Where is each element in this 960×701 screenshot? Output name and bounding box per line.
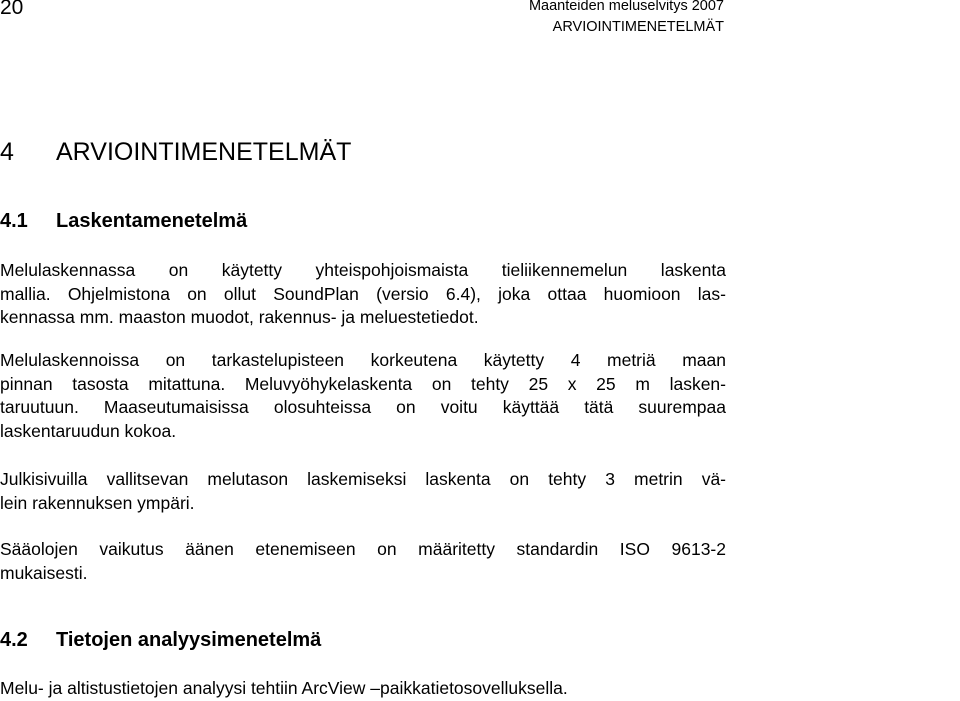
paragraph-calculation-height [0, 349, 726, 443]
section-number: 4.1 [0, 210, 28, 232]
paragraph-line: pinnan tasosta mitattuna. Meluvyöhykelaskenta on tehty 25 x 25 m lasken- [0, 373, 726, 394]
paragraph-line: taruutuun. Maaseutumaisissa olosuhteissa on voitu käyttää tätä suurempaa [0, 397, 726, 418]
paragraph-line: Julkisivuilla vallitsevan melutason laskemiseksi laskenta on tehty 3 metrin vä- [0, 469, 726, 489]
section-title: Tietojen analyysimenetelmä [56, 629, 322, 651]
chapter-number: 4 [0, 138, 14, 166]
paragraph-line: Melulaskennassa on käytetty yhteispohjoismaista tieliikennemelun laskenta [0, 260, 726, 280]
paragraph-line: mallia. Ohjelmistona on ollut SoundPlan (versio 6.4), joka ottaa huomioon las- [0, 283, 726, 304]
section-heading-4-2 [0, 629, 321, 652]
paragraph-weather-effect [0, 538, 726, 585]
paragraph-analysis-method [0, 677, 726, 701]
paragraph-line: laskentaruudun kokoa. [0, 420, 177, 441]
paragraph-calculation-model [0, 259, 726, 330]
paragraph-line: Sääolojen vaikutus äänen etenemiseen on määritetty standardin ISO 9613-2 [0, 539, 726, 559]
paragraph-line: Melu- ja altistustietojen analyysi tehtiin ArcView –paikkatietosovelluksella. [0, 678, 568, 698]
running-header-title: Maanteiden meluselvitys 2007 [528, 0, 724, 14]
paragraph-line: lein rakennuksen ympäri. [0, 492, 195, 513]
section-title: Laskentamenetelmä [56, 210, 248, 232]
chapter-title: ARVIOINTIMENETELMÄT [56, 138, 352, 166]
paragraph-line: kennassa mm. maaston muodot, rakennus- ja meluestetiedot. [0, 307, 479, 328]
running-header-chapter: ARVIOINTIMENETELMÄT [552, 19, 724, 35]
paragraph-line: mukaisesti. [0, 562, 88, 583]
running-header [529, 0, 724, 38]
section-number: 4.2 [0, 629, 28, 651]
section-heading-4-1 [0, 210, 247, 233]
page-number: 20 [0, 0, 24, 19]
paragraph-line: Melulaskennoissa on tarkastelupisteen korkeutena käytetty 4 metriä maan [0, 350, 726, 370]
paragraph-facade-levels [0, 468, 726, 515]
chapter-heading [0, 138, 351, 167]
